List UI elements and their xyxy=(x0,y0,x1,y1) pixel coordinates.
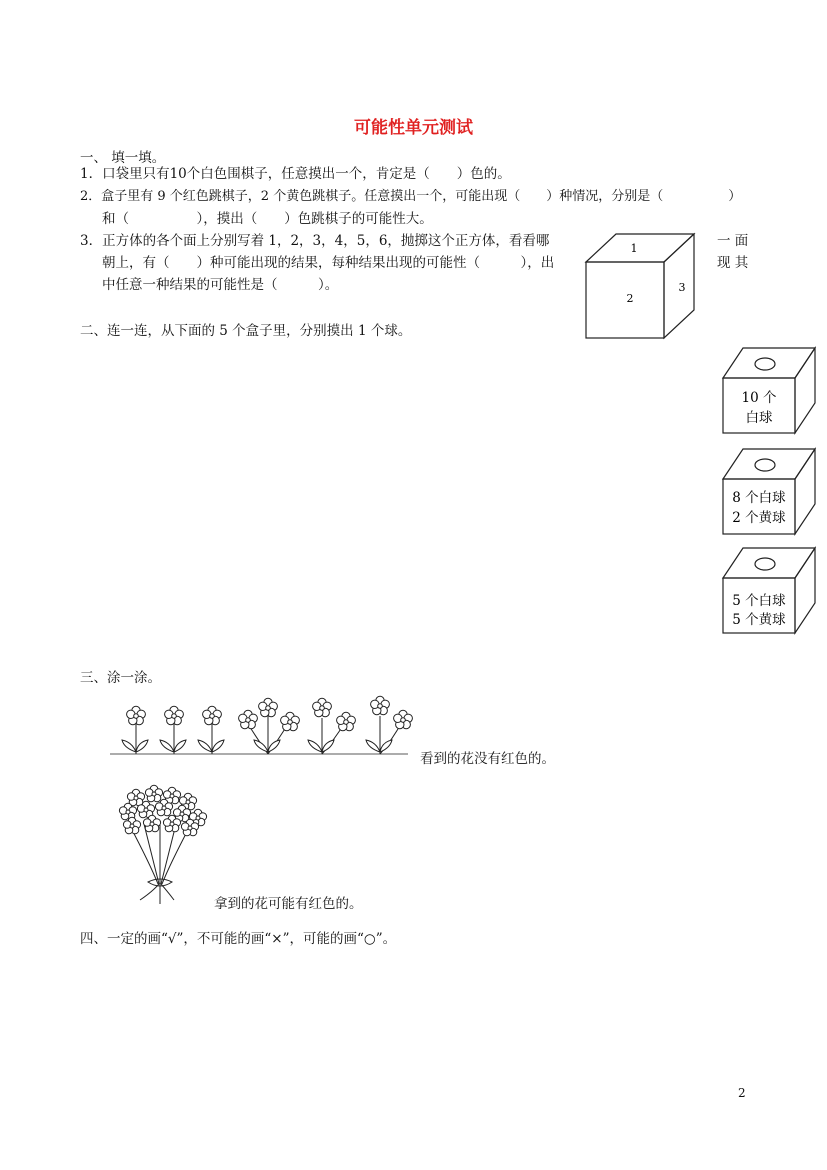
cube-face-front: 2 xyxy=(626,292,634,305)
question-2-line-2: 和（ ），摸出（ ）色跳棋子的可能性大。 xyxy=(102,211,433,227)
question-3-line-1: 3．正方体的各个面上分别写着 1，2，3，4，5，6，抛掷这个正方体，看看哪 xyxy=(80,233,550,249)
question-3-line-2-tail: 现 其 xyxy=(717,255,749,271)
page-title: 可能性单元测试 xyxy=(354,118,473,138)
ball-box-2 xyxy=(720,447,817,537)
question-1: 1．口袋里只有10个白色围棋子，任意摸出一个，肯定是（ ）色的。 xyxy=(80,166,511,182)
box-3-label-line-1: 5 个白球 xyxy=(732,593,786,609)
ball-box-3 xyxy=(720,546,817,636)
ball-box-1 xyxy=(720,346,817,436)
question-3-line-3: 中任意一种结果的可能性是（ ）。 xyxy=(102,277,339,293)
section-1-heading: 一、 填一填。 xyxy=(80,150,166,166)
bouquet-caption: 拿到的花可能有红色的。 xyxy=(214,896,363,912)
box-3-label-line-2: 5 个黄球 xyxy=(732,612,786,628)
section-4-heading: 四、一定的画“√”，不可能的画“×”，可能的画“○”。 xyxy=(80,931,397,947)
page-number: 2 xyxy=(738,1086,746,1100)
question-3-line-1-tail: 一 面 xyxy=(717,233,749,249)
cube-face-side: 3 xyxy=(678,281,686,294)
question-3-line-2: 朝上，有（ ）种可能出现的结果，每种结果出现的可能性（ ），出 xyxy=(102,255,555,271)
box-2-label-line-1: 8 个白球 xyxy=(732,490,786,506)
box-1-label-line-2: 白球 xyxy=(745,410,773,426)
question-2-line-1: 2．盒子里有 9 个红色跳棋子，2 个黄色跳棋子。任意摸出一个，可能出现（ ）种情况，分别是（ ） xyxy=(80,189,742,204)
cube-face-top: 1 xyxy=(630,242,638,255)
section-2-heading: 二、连一连，从下面的 5 个盒子里，分别摸出 1 个球。 xyxy=(80,323,412,339)
flower-row-caption: 看到的花没有红色的。 xyxy=(420,751,555,767)
cube-illustration xyxy=(584,232,696,340)
box-1-label-line-1: 10 个 xyxy=(741,390,777,406)
section-3-heading: 三、涂一涂。 xyxy=(80,670,161,686)
flower-row-illustration xyxy=(108,690,418,760)
box-2-label-line-2: 2 个黄球 xyxy=(732,510,786,526)
flower-bouquet-illustration xyxy=(110,784,210,906)
